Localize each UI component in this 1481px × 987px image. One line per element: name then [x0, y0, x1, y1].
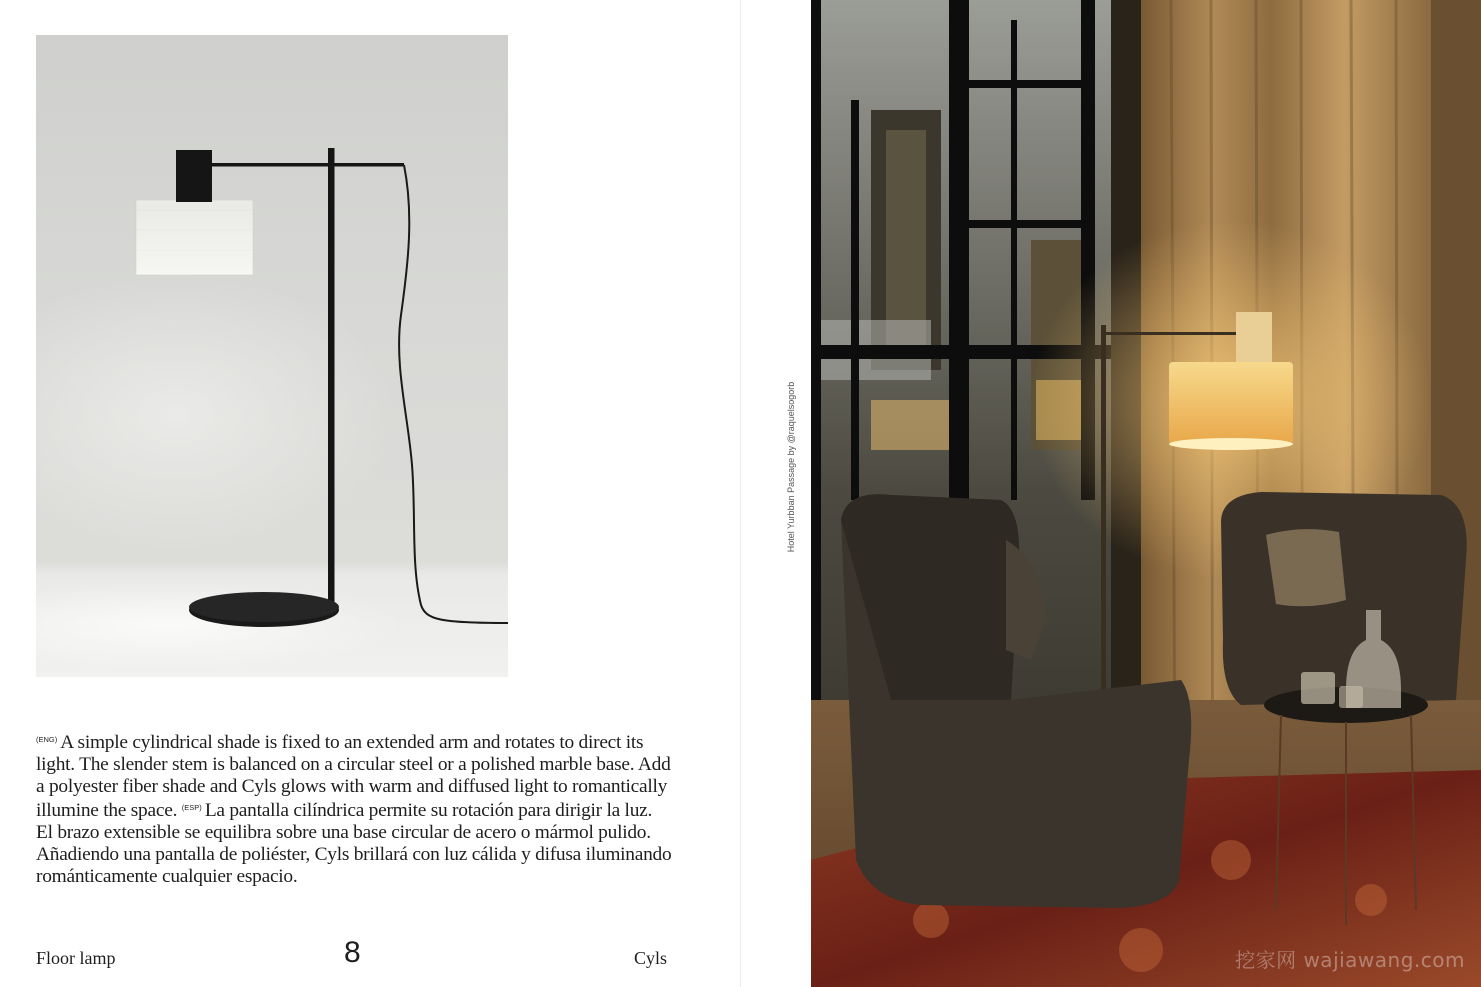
photo-credit-wrap: [780, 381, 802, 553]
description-spanish: La pantalla cilíndrica permite su rotación para dirigir la luz. El brazo extensible se equilibra sobre una base circular de acero o mármol pulido. Añadiendo una pantalla de poliéster, Cyls brillará con luz cálida y difusa iluminando románticamente cualquier espacio.: [36, 800, 672, 887]
footer-product-name: Cyls: [634, 948, 668, 968]
lounge-scene-illustration: [811, 0, 1481, 987]
left-page: [0, 0, 740, 987]
page-number: 8: [344, 936, 361, 969]
floor-lamp-illustration: [36, 35, 508, 677]
photo-credit: Hotel Yurbban Passage by @raquelsogorb: [786, 381, 796, 553]
product-description: [36, 729, 672, 888]
product-photo: [36, 35, 508, 677]
language-tag-esp: (ESP): [181, 803, 202, 813]
footer-category: Floor lamp: [36, 948, 116, 968]
language-tag-eng: (ENG): [36, 735, 58, 744]
watermark: 挖家网 wajiawang.com: [1235, 948, 1465, 972]
interior-photo: [811, 0, 1481, 987]
description-english: A simple cylindrical shade is fixed to an extended arm and rotates to direct its light. The slender stem is balanced on a circular steel or a polished marble base. Add a polyester fiber shade and Cyls glows with warm and diffused light to romantically illumine the space.: [36, 732, 671, 822]
page-gutter: [740, 0, 741, 987]
